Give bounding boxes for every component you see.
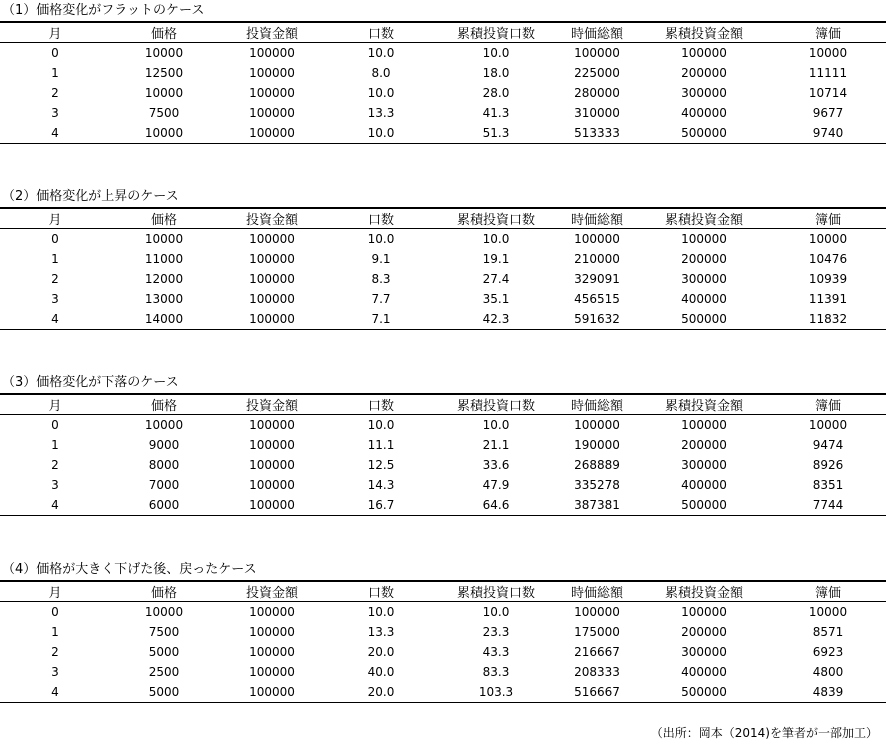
table-cell: 500000: [681, 312, 727, 326]
column-header: 累積投資金額: [664, 27, 743, 42]
table-cell: 400000: [681, 665, 727, 679]
table-cell: 28.0: [482, 86, 510, 100]
table-cell: 10000: [144, 46, 184, 60]
table-cell: 268889: [574, 458, 620, 472]
table-cell: 35.1: [482, 292, 510, 306]
table-cell: 591632: [574, 312, 620, 326]
table-row: [0, 602, 886, 623]
table-cell: 300000: [681, 645, 727, 659]
column-header: 簿価: [814, 213, 841, 228]
table-cell: 3: [51, 665, 59, 679]
table-cell: 216667: [574, 645, 620, 659]
table-cell: 100000: [249, 685, 295, 699]
table-header-row: [0, 22, 886, 43]
table-cell: 8571: [812, 625, 844, 639]
table-cell: 500000: [681, 685, 727, 699]
table-cell: 10000: [144, 86, 184, 100]
table-cell: 10.0: [367, 605, 395, 619]
table-cell: 51.3: [482, 126, 510, 140]
section-title: （1）価格変化がフラットのケース: [2, 3, 205, 18]
table-cell: 100000: [249, 458, 295, 472]
table-cell: 100000: [249, 292, 295, 306]
table-cell: 8351: [812, 478, 844, 492]
table-rising: [0, 207, 886, 330]
table-row: [0, 103, 886, 123]
table-cell: 225000: [574, 66, 620, 80]
column-header: 投資金額: [245, 399, 298, 414]
table-cell: 175000: [574, 625, 620, 639]
table-cell: 13.3: [367, 625, 395, 639]
table-cell: 10000: [144, 418, 184, 432]
table-cell: 10000: [808, 605, 848, 619]
section-title: （2）価格変化が上昇のケース: [2, 189, 179, 204]
table-cell: 8.3: [371, 272, 391, 286]
table-cell: 310000: [574, 106, 620, 120]
table-cell: 8000: [148, 458, 180, 472]
table-cell: 100000: [249, 272, 295, 286]
table-cell: 10000: [144, 126, 184, 140]
table-cell: 10000: [808, 232, 848, 246]
column-header: 価格: [150, 213, 177, 228]
table-cell: 100000: [681, 605, 727, 619]
table-cell: 10000: [144, 605, 184, 619]
table-cell: 280000: [574, 86, 620, 100]
table-cell: 100000: [249, 498, 295, 512]
table-cell: 100000: [574, 232, 620, 246]
table-cell: 100000: [249, 312, 295, 326]
table-cell: 6000: [148, 498, 180, 512]
table-cell: 10.0: [482, 232, 510, 246]
table-cell: 18.0: [482, 66, 510, 80]
table-cell: 100000: [249, 478, 295, 492]
table-cell: 335278: [574, 478, 620, 492]
table-cell: 10000: [808, 46, 848, 60]
table-row: [0, 475, 886, 495]
table-cell: 100000: [681, 46, 727, 60]
table-cell: 400000: [681, 478, 727, 492]
table-cell: 10.0: [367, 232, 395, 246]
table-cell: 200000: [681, 66, 727, 80]
table-cell: 11832: [808, 312, 848, 326]
table-cell: 5000: [148, 645, 180, 659]
table-row: [0, 455, 886, 475]
table-cell: 14000: [144, 312, 184, 326]
table-row: [0, 289, 886, 309]
table-cell: 100000: [249, 625, 295, 639]
table-cell: 190000: [574, 438, 620, 452]
table-cell: 11111: [808, 66, 848, 80]
table-cell: 2500: [148, 665, 180, 679]
table-cell: 200000: [681, 438, 727, 452]
table-cell: 27.4: [482, 272, 510, 286]
table-row: [0, 269, 886, 289]
table-cell: 8926: [812, 458, 844, 472]
table-cell: 1: [51, 252, 59, 266]
column-header: 月: [48, 213, 62, 228]
table-cell: 100000: [681, 418, 727, 432]
table-cell: 12500: [144, 66, 184, 80]
table-row: [0, 123, 886, 144]
column-header: 累積投資口数: [456, 213, 535, 228]
table-cell: 3: [51, 292, 59, 306]
table-row: [0, 662, 886, 682]
table-cell: 513333: [574, 126, 620, 140]
table-row: [0, 495, 886, 516]
table-cell: 9000: [148, 438, 180, 452]
column-header: 投資金額: [245, 213, 298, 228]
table-cell: 2: [51, 86, 59, 100]
column-header: 価格: [150, 399, 177, 414]
table-cell: 10.0: [367, 86, 395, 100]
table-cell: 100000: [249, 438, 295, 452]
table-cell: 43.3: [482, 645, 510, 659]
table-cell: 100000: [574, 418, 620, 432]
table-cell: 1: [51, 625, 59, 639]
table-cell: 14.3: [367, 478, 395, 492]
table-cell: 12000: [144, 272, 184, 286]
table-cell: 41.3: [482, 106, 510, 120]
table-cell: 100000: [681, 232, 727, 246]
table-cell: 13.3: [367, 106, 395, 120]
column-header: 価格: [150, 27, 177, 42]
table-cell: 100000: [249, 665, 295, 679]
table-cell: 47.9: [482, 478, 510, 492]
column-header: 簿価: [814, 586, 841, 601]
column-header: 月: [48, 586, 62, 601]
table-cell: 329091: [574, 272, 620, 286]
table-cell: 10476: [808, 252, 848, 266]
table-cell: 200000: [681, 252, 727, 266]
table-cell: 400000: [681, 292, 727, 306]
column-header: 簿価: [814, 399, 841, 414]
table-header-row: [0, 581, 886, 602]
table-cell: 100000: [249, 645, 295, 659]
source-note: （出所：岡本（2014)を筆者が一部加工）: [650, 726, 878, 740]
column-header: 累積投資金額: [664, 586, 743, 601]
table-flat: [0, 21, 886, 144]
table-cell: 10.0: [367, 418, 395, 432]
table-header-row: [0, 208, 886, 229]
table-cell: 42.3: [482, 312, 510, 326]
table-cell: 7.1: [371, 312, 391, 326]
section-title: （3）価格変化が下落のケース: [2, 375, 179, 390]
column-header: 口数: [367, 27, 394, 42]
table-cell: 11000: [144, 252, 184, 266]
table-cell: 4: [51, 312, 59, 326]
table-cell: 100000: [249, 126, 295, 140]
table-cell: 7000: [148, 478, 180, 492]
column-header: 累積投資口数: [456, 586, 535, 601]
table-row: [0, 622, 886, 642]
table-cell: 23.3: [482, 625, 510, 639]
table-header-row: [0, 394, 886, 415]
table-cell: 0: [51, 46, 59, 60]
table-cell: 21.1: [482, 438, 510, 452]
column-header: 価格: [150, 586, 177, 601]
column-header: 投資金額: [245, 27, 298, 42]
table-cell: 6923: [812, 645, 844, 659]
table-cell: 100000: [249, 106, 295, 120]
column-header: 累積投資口数: [456, 399, 535, 414]
table-cell: 387381: [574, 498, 620, 512]
table-row: [0, 682, 886, 703]
table-cell: 1: [51, 438, 59, 452]
table-cell: 0: [51, 605, 59, 619]
table-cell: 7744: [812, 498, 844, 512]
table-cell: 11391: [808, 292, 848, 306]
table-cell: 100000: [574, 605, 620, 619]
table-row: [0, 435, 886, 455]
table-cell: 2: [51, 645, 59, 659]
column-header: 累積投資金額: [664, 399, 743, 414]
section-title: （4）価格が大きく下げた後、戻ったケース: [2, 562, 257, 577]
table-cell: 500000: [681, 498, 727, 512]
table-cell: 1: [51, 66, 59, 80]
table-cell: 300000: [681, 458, 727, 472]
table-cell: 10714: [808, 86, 848, 100]
column-header: 口数: [367, 586, 394, 601]
table-cell: 208333: [574, 665, 620, 679]
table-cell: 500000: [681, 126, 727, 140]
table-cell: 4800: [812, 665, 844, 679]
table-cell: 7500: [148, 625, 180, 639]
table-cell: 8.0: [371, 66, 391, 80]
table-cell: 10.0: [367, 126, 395, 140]
table-cell: 33.6: [482, 458, 510, 472]
column-header: 月: [48, 27, 62, 42]
table-cell: 10.0: [482, 605, 510, 619]
table-cell: 13000: [144, 292, 184, 306]
table-cell: 300000: [681, 86, 727, 100]
table-cell: 100000: [249, 46, 295, 60]
column-header: 時価総額: [570, 213, 623, 228]
table-cell: 2: [51, 272, 59, 286]
table-cell: 400000: [681, 106, 727, 120]
table-cell: 9474: [812, 438, 844, 452]
table-cell: 64.6: [482, 498, 510, 512]
table-cell: 5000: [148, 685, 180, 699]
table-cell: 2: [51, 458, 59, 472]
table-cell: 3: [51, 478, 59, 492]
table-cell: 200000: [681, 625, 727, 639]
column-header: 累積投資金額: [664, 213, 743, 228]
table-cell: 83.3: [482, 665, 510, 679]
table-cell: 4: [51, 498, 59, 512]
column-header: 簿価: [814, 27, 841, 42]
table-cell: 100000: [249, 66, 295, 80]
column-header: 時価総額: [570, 586, 623, 601]
table-cell: 100000: [249, 418, 295, 432]
table-cell: 9.1: [371, 252, 391, 266]
column-header: 口数: [367, 213, 394, 228]
column-header: 月: [48, 399, 62, 414]
table-cell: 100000: [574, 46, 620, 60]
column-header: 累積投資口数: [456, 27, 535, 42]
table-cell: 9677: [812, 106, 844, 120]
table-cell: 10939: [808, 272, 848, 286]
table-cell: 4839: [812, 685, 844, 699]
table-row: [0, 43, 886, 64]
table-cell: 12.5: [367, 458, 395, 472]
table-cell: 7.7: [371, 292, 391, 306]
table-cell: 210000: [574, 252, 620, 266]
table-cell: 100000: [249, 232, 295, 246]
table-cell: 300000: [681, 272, 727, 286]
table-cell: 40.0: [367, 665, 395, 679]
table-row: [0, 415, 886, 436]
table-cell: 100000: [249, 605, 295, 619]
table-cell: 10.0: [367, 46, 395, 60]
table-cell: 20.0: [367, 645, 395, 659]
table-recovery: [0, 580, 886, 703]
table-cell: 4: [51, 685, 59, 699]
table-cell: 9740: [812, 126, 844, 140]
table-row: [0, 642, 886, 662]
table-row: [0, 63, 886, 83]
table-cell: 19.1: [482, 252, 510, 266]
table-cell: 7500: [148, 106, 180, 120]
table-cell: 11.1: [367, 438, 395, 452]
column-header: 口数: [367, 399, 394, 414]
table-cell: 456515: [574, 292, 620, 306]
table-cell: 0: [51, 418, 59, 432]
table-cell: 0: [51, 232, 59, 246]
table-row: [0, 249, 886, 269]
table-cell: 10.0: [482, 46, 510, 60]
table-row: [0, 309, 886, 330]
table-cell: 100000: [249, 86, 295, 100]
column-header: 時価総額: [570, 27, 623, 42]
table-row: [0, 83, 886, 103]
table-cell: 516667: [574, 685, 620, 699]
table-cell: 20.0: [367, 685, 395, 699]
table-cell: 3: [51, 106, 59, 120]
table-cell: 100000: [249, 252, 295, 266]
table-cell: 16.7: [367, 498, 395, 512]
table-cell: 4: [51, 126, 59, 140]
table-cell: 103.3: [478, 685, 514, 699]
table-falling: [0, 393, 886, 516]
table-cell: 10.0: [482, 418, 510, 432]
table-cell: 10000: [808, 418, 848, 432]
table-cell: 10000: [144, 232, 184, 246]
column-header: 投資金額: [245, 586, 298, 601]
column-header: 時価総額: [570, 399, 623, 414]
table-row: [0, 229, 886, 250]
